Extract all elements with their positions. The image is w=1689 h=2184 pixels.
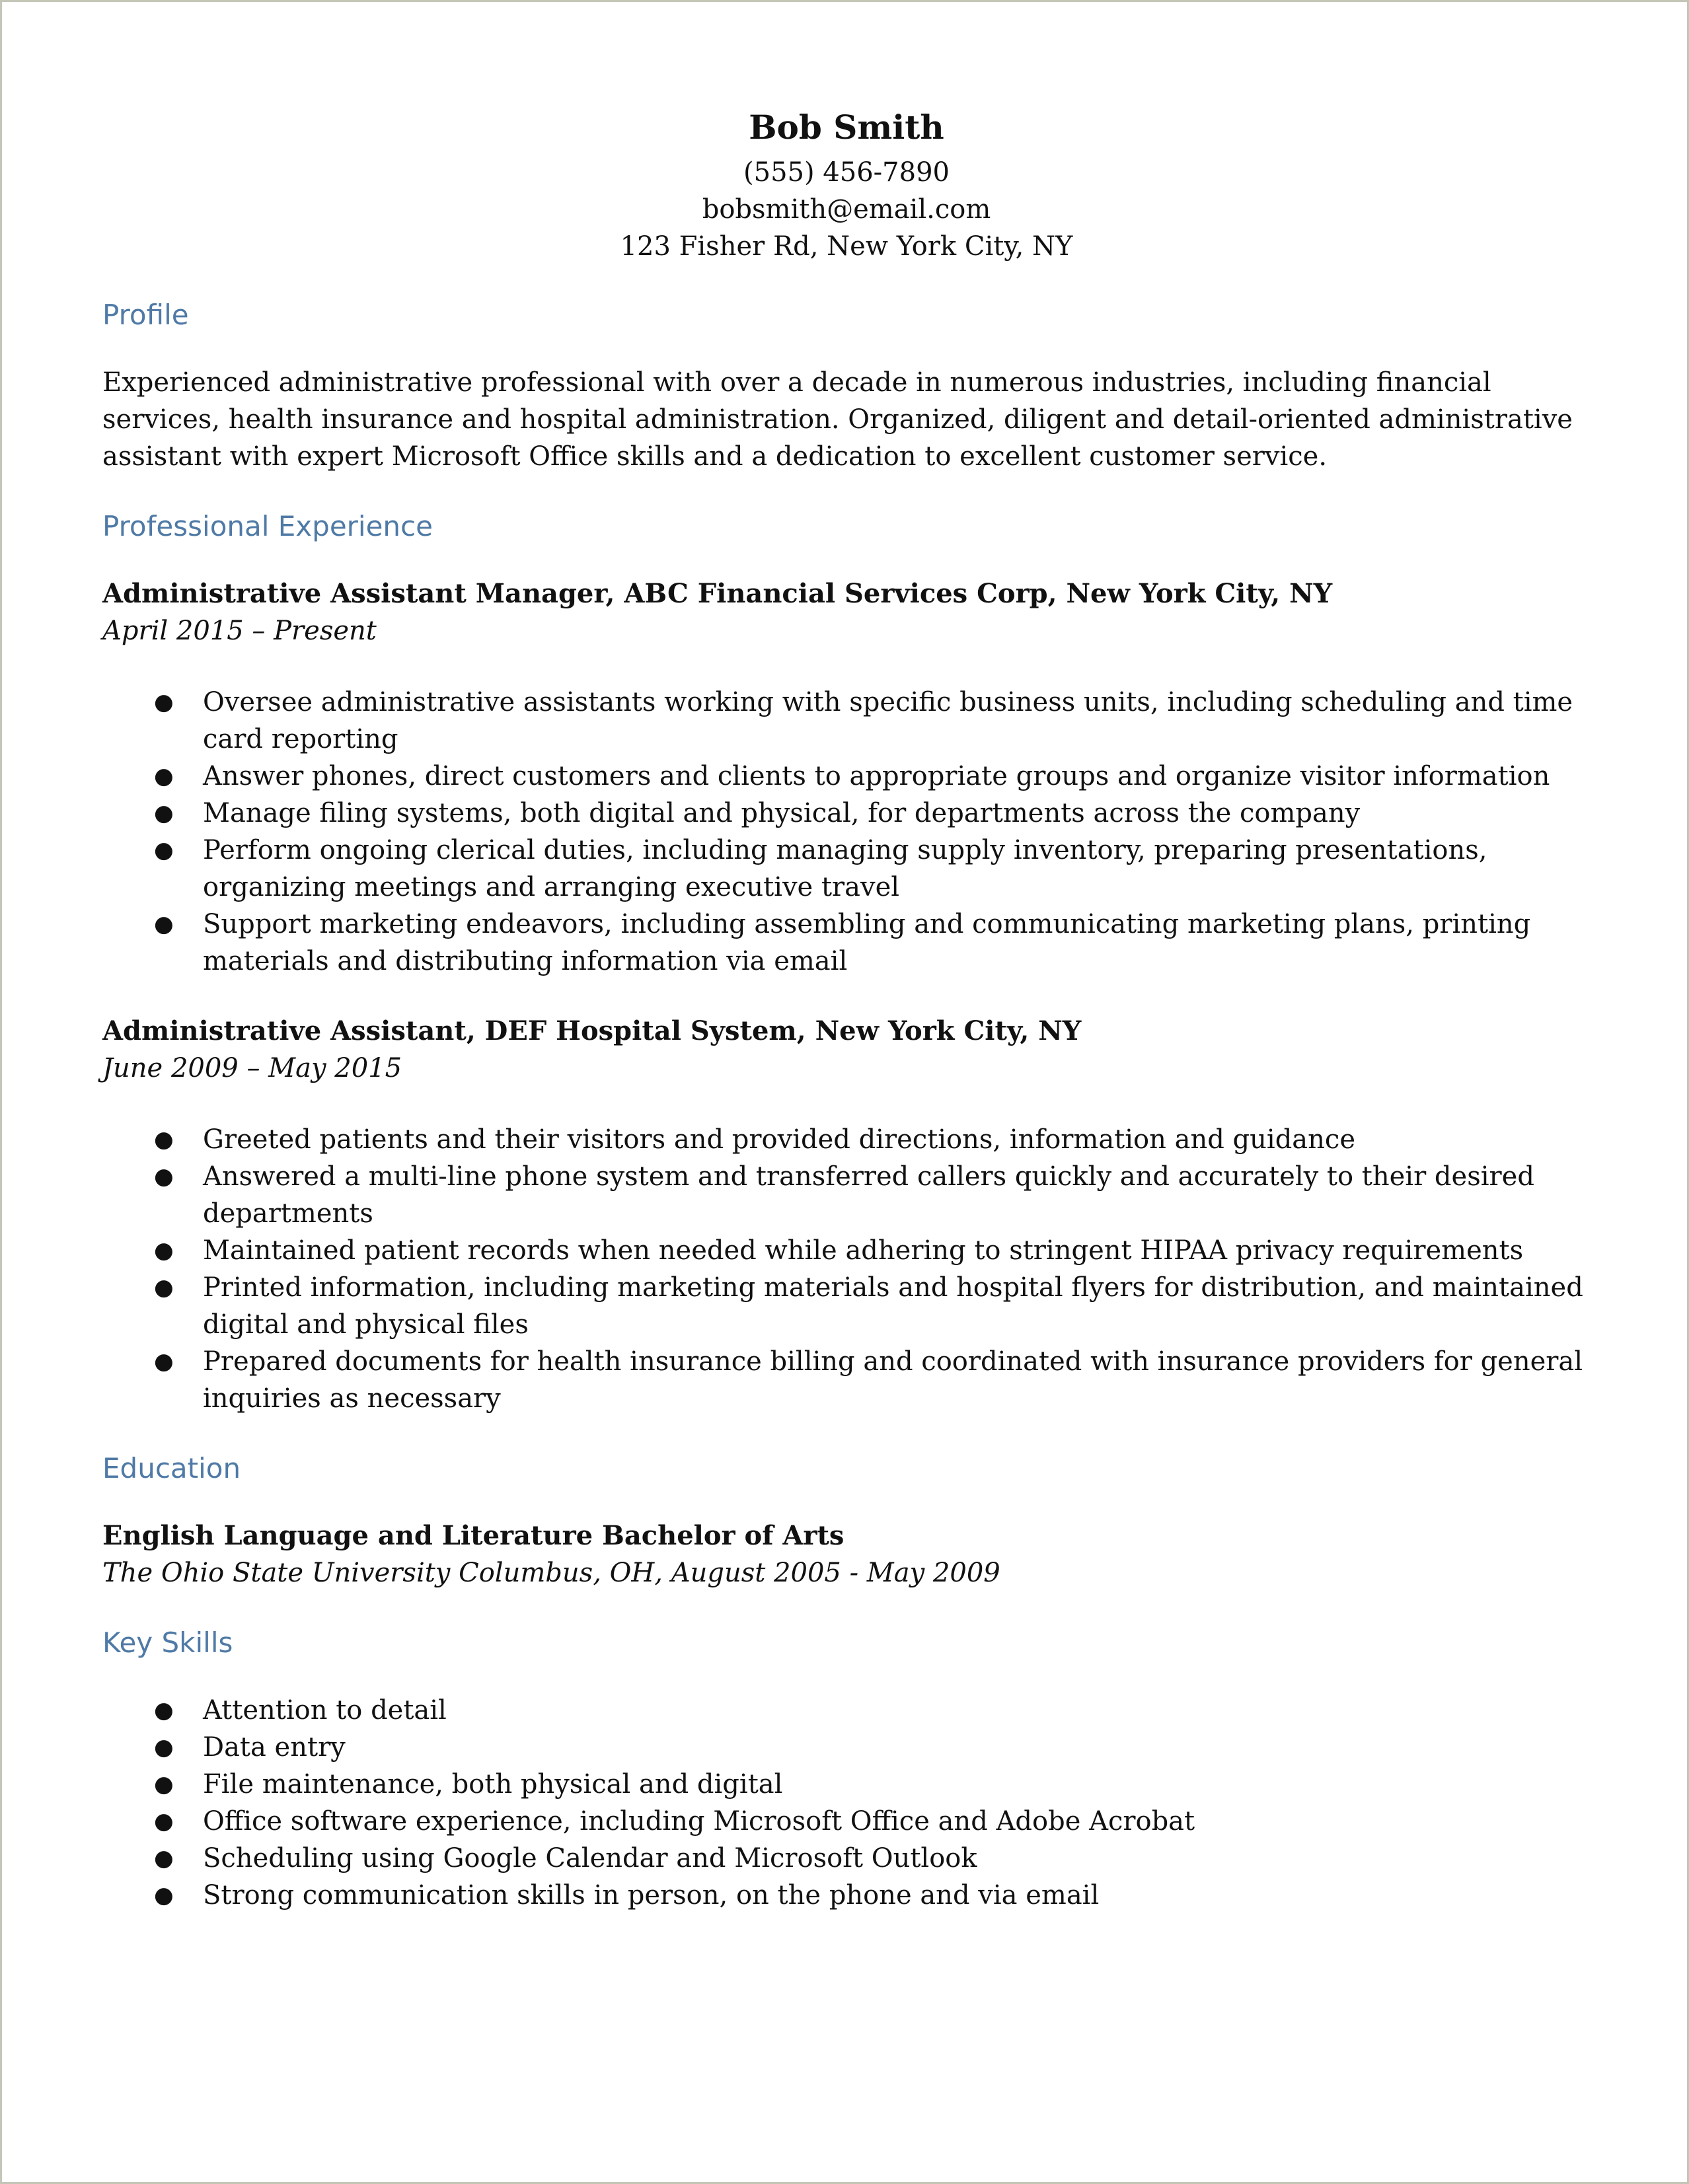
skills-heading: Key Skills: [102, 1626, 233, 1659]
list-item: [102, 1343, 1617, 1417]
street-address: 123 Fisher Rd, New York City, NY: [620, 231, 1073, 262]
duty-text: Prepared documents for health insurance billing and coordinated with insurance providers for general inquiries as necessary: [203, 1346, 1583, 1414]
bullet-icon: ●: [154, 837, 174, 863]
list-item: [102, 795, 1617, 832]
skill-text: Strong communication skills in person, on the phone and via email: [203, 1880, 1100, 1911]
duty-text: Answer phones, direct customers and clients to appropriate groups and organize visitor information: [203, 761, 1550, 791]
list-item: [102, 1877, 1617, 1914]
duty-text: Manage filing systems, both digital and physical, for departments across the company: [203, 798, 1361, 828]
job-title: Administrative Assistant Manager, ABC Financial Services Corp, New York City, NY: [102, 578, 1333, 609]
bullet-icon: ●: [154, 1348, 174, 1375]
bullet-icon: ●: [154, 1274, 174, 1301]
list-item: [102, 1766, 1617, 1803]
list-item: [102, 906, 1617, 980]
phone-number: (555) 456-7890: [743, 157, 950, 188]
job-duties-list: [102, 684, 1609, 980]
job-dates: April 2015 – Present: [102, 616, 377, 646]
experience-heading: Professional Experience: [102, 510, 433, 542]
duty-text: Perform ongoing clerical duties, including managing supply inventory, preparing presentations, organizing meetings and arranging executive travel: [203, 835, 1487, 902]
bullet-icon: ●: [154, 1697, 174, 1724]
school-info: The Ohio State University Columbus, OH, August 2005 - May 2009: [102, 1558, 1000, 1588]
job-duties-list: [102, 1121, 1609, 1417]
list-item: [102, 758, 1617, 795]
skill-text: Attention to detail: [203, 1695, 447, 1726]
list-item: [102, 684, 1617, 758]
bullet-icon: ●: [154, 1126, 174, 1153]
bullet-icon: ●: [154, 911, 174, 937]
bullet-icon: ●: [154, 1882, 174, 1909]
list-item: [102, 1803, 1617, 1840]
degree-title: English Language and Literature Bachelor of Arts: [102, 1520, 845, 1551]
bullet-icon: ●: [154, 763, 174, 789]
skill-text: Office software experience, including Microsoft Office and Adobe Acrobat: [203, 1806, 1195, 1837]
list-item: [102, 1840, 1617, 1877]
skill-text: Data entry: [203, 1732, 346, 1763]
list-item: [102, 1121, 1617, 1158]
list-item: [102, 832, 1617, 906]
education-heading: Education: [102, 1452, 241, 1484]
bullet-icon: ●: [154, 1237, 174, 1264]
candidate-name: Bob Smith: [749, 108, 944, 147]
job-title: Administrative Assistant, DEF Hospital System, New York City, NY: [102, 1015, 1082, 1046]
duty-text: Greeted patients and their visitors and provided directions, information and guidance: [203, 1124, 1355, 1155]
bullet-icon: ●: [154, 1808, 174, 1835]
profile-summary: Experienced administrative professional with over a decade in numerous industries, including financial services, health insurance and hospital administration. Organized, diligent and detail-oriented administrative assistant with expert Microsoft Office skills and a dedication to excellent customer service.: [102, 367, 1573, 472]
resume-header: [102, 101, 1591, 265]
resume-content: [102, 101, 1609, 1947]
bullet-icon: ●: [154, 800, 174, 826]
bullet-icon: ●: [154, 1163, 174, 1190]
duty-text: Oversee administrative assistants working with specific business units, including scheduling and time card reporting: [203, 687, 1573, 754]
skill-text: Scheduling using Google Calendar and Microsoft Outlook: [203, 1843, 977, 1874]
job-entry: [102, 575, 1609, 980]
bullet-icon: ●: [154, 689, 174, 715]
email-address: bobsmith@email.com: [702, 194, 991, 225]
job-dates: June 2009 – May 2015: [102, 1053, 402, 1083]
bullet-icon: ●: [154, 1845, 174, 1872]
skill-text: File maintenance, both physical and digital: [203, 1769, 783, 1800]
duty-text: Answered a multi-line phone system and transferred callers quickly and accurately to their desired departments: [203, 1161, 1534, 1229]
bullet-icon: ●: [154, 1734, 174, 1761]
duty-text: Support marketing endeavors, including assembling and communicating marketing plans, printing materials and distributing information via email: [203, 909, 1531, 976]
profile-heading: Profile: [102, 299, 189, 331]
duty-text: Printed information, including marketing materials and hospital flyers for distribution, and maintained digital and physical files: [203, 1272, 1583, 1340]
list-item: [102, 1232, 1617, 1269]
skills-list: [102, 1692, 1609, 1914]
list-item: [102, 1692, 1617, 1729]
list-item: [102, 1269, 1617, 1343]
job-entry: [102, 1013, 1609, 1417]
bullet-icon: ●: [154, 1771, 174, 1798]
list-item: [102, 1729, 1617, 1766]
duty-text: Maintained patient records when needed while adhering to stringent HIPAA privacy requirements: [203, 1235, 1524, 1266]
list-item: [102, 1158, 1617, 1232]
